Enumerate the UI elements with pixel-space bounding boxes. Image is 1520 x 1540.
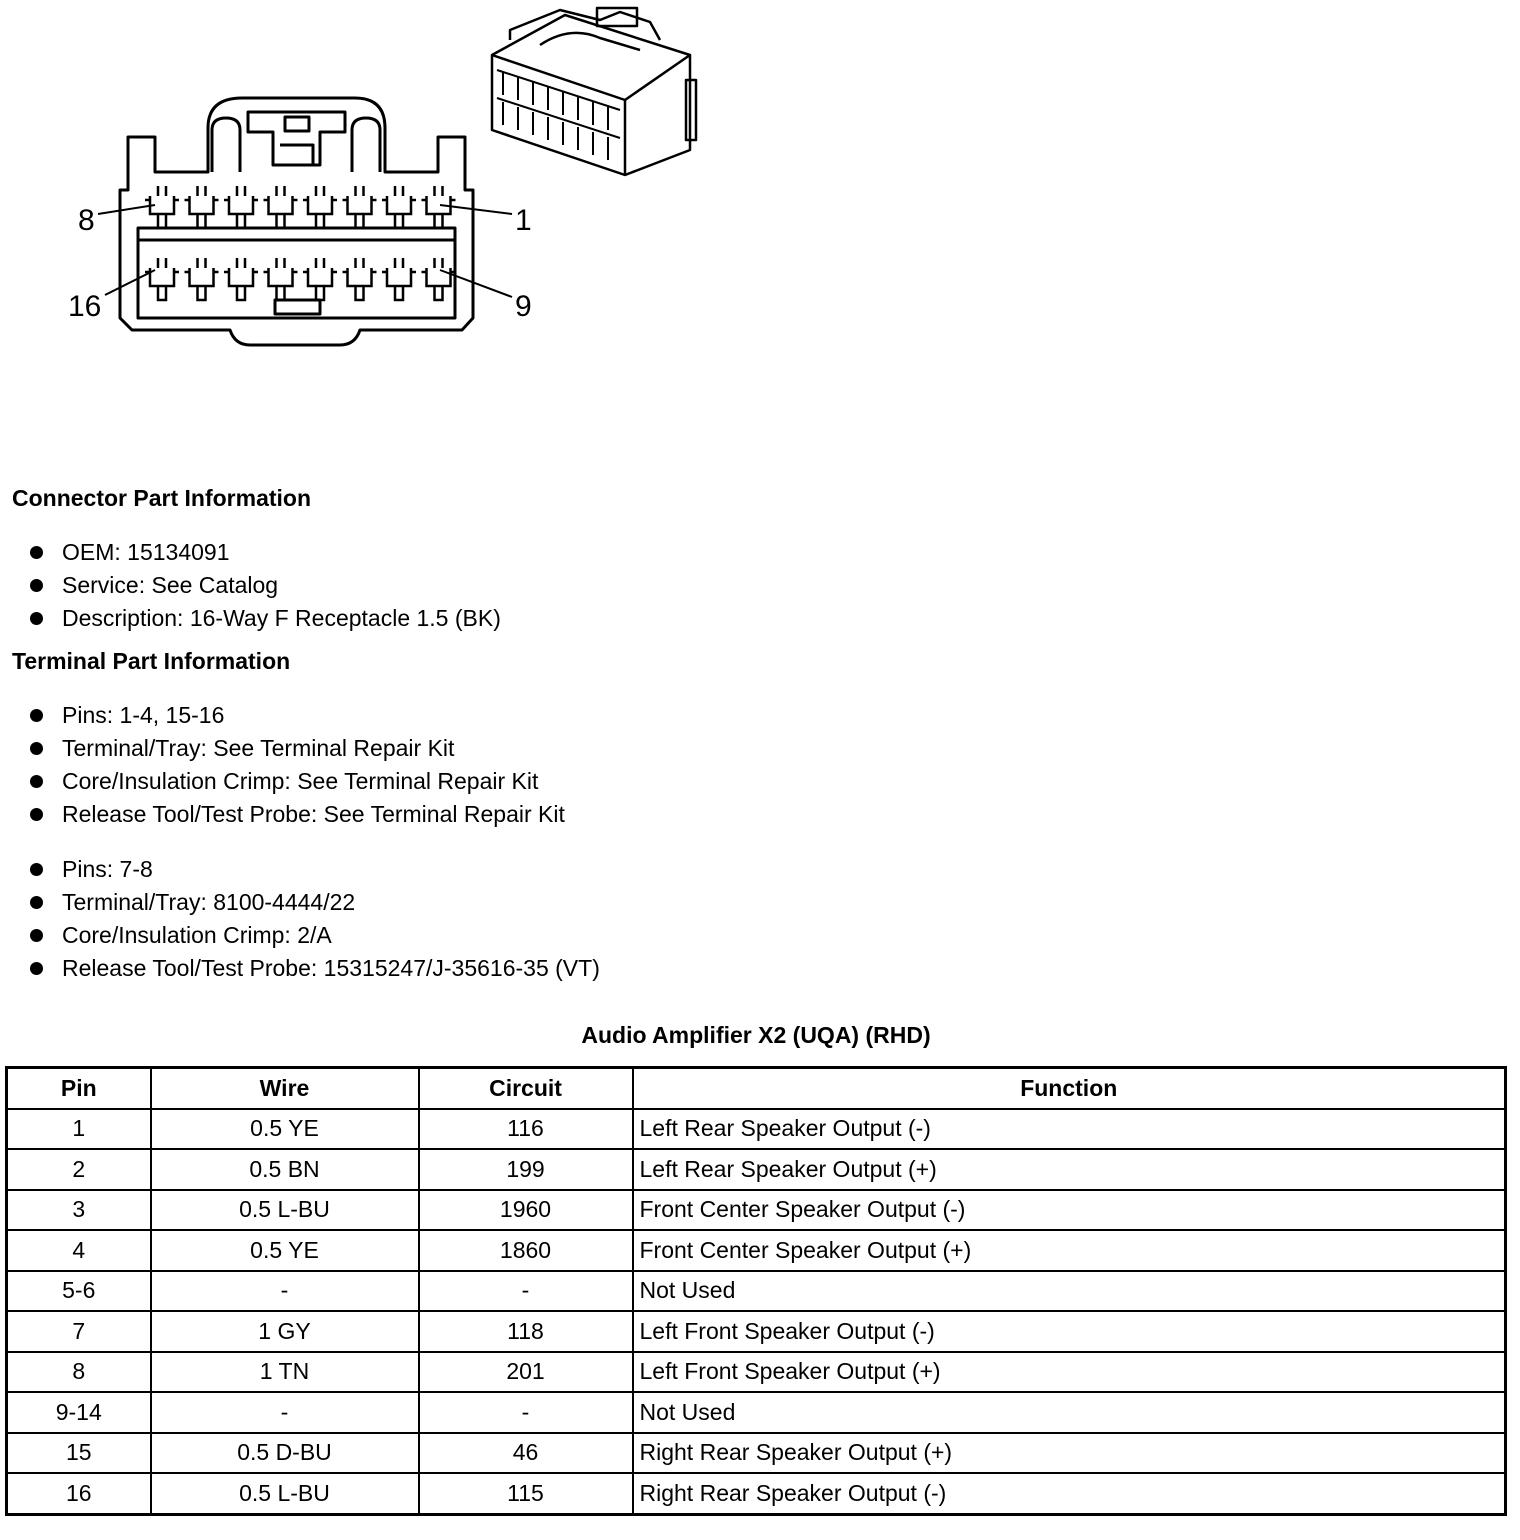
terminal-cavity (343, 186, 377, 228)
cell-wire: 1 GY (151, 1311, 419, 1352)
cell-function: Left Front Speaker Output (-) (633, 1311, 1506, 1352)
pin-label-9: 9 (515, 290, 532, 323)
cell-pin: 15 (7, 1433, 151, 1474)
table-row (7, 1149, 1506, 1190)
pin-label-8: 8 (78, 204, 95, 237)
cell-circuit: 116 (419, 1109, 633, 1150)
table-row (7, 1352, 1506, 1393)
cell-circuit: 115 (419, 1473, 633, 1514)
table-row (7, 1473, 1506, 1514)
list-item: Pins: 7-8 (30, 853, 600, 886)
terminal-cavity (185, 258, 219, 300)
cell-wire: 0.5 L-BU (151, 1190, 419, 1231)
terminal-cavity (264, 186, 298, 228)
cell-pin: 16 (7, 1473, 151, 1514)
list-item: Service: See Catalog (30, 569, 501, 602)
header-circuit: Circuit (419, 1068, 633, 1109)
cell-pin: 3 (7, 1190, 151, 1231)
cell-circuit: 1960 (419, 1190, 633, 1231)
cell-pin: 1 (7, 1109, 151, 1150)
terminal-cavity (382, 258, 416, 300)
cell-circuit: 1860 (419, 1230, 633, 1271)
cell-wire: 0.5 D-BU (151, 1433, 419, 1474)
pinout-table-title: Audio Amplifier X2 (UQA) (RHD) (581, 1022, 931, 1048)
terminal-cavity (422, 258, 456, 300)
terminal-cavity (303, 258, 337, 300)
terminal-part-info-list-1 (30, 699, 565, 831)
terminal-cavity (382, 186, 416, 228)
list-item: Core/Insulation Crimp: 2/A (30, 919, 600, 952)
cell-circuit: 201 (419, 1352, 633, 1393)
table-row (7, 1392, 1506, 1433)
cell-circuit: 46 (419, 1433, 633, 1474)
table-row (7, 1311, 1506, 1352)
table-row (7, 1230, 1506, 1271)
cell-function: Front Center Speaker Output (+) (633, 1230, 1506, 1271)
header-wire: Wire (151, 1068, 419, 1109)
cell-circuit: 118 (419, 1311, 633, 1352)
list-item: Pins: 1-4, 15-16 (30, 699, 565, 732)
table-header-row (7, 1068, 1506, 1109)
list-item: Description: 16-Way F Receptacle 1.5 (BK) (30, 602, 501, 635)
list-item: Release Tool/Test Probe: 15315247/J-35616-35 (VT) (30, 952, 600, 985)
cell-pin: 8 (7, 1352, 151, 1393)
cell-wire: 0.5 L-BU (151, 1473, 419, 1514)
table-row (7, 1190, 1506, 1231)
cell-wire: 0.5 YE (151, 1230, 419, 1271)
header-pin: Pin (7, 1068, 151, 1109)
terminal-cavity (224, 258, 258, 300)
cell-circuit: - (419, 1392, 633, 1433)
connector-3d-view (492, 8, 696, 175)
table-row (7, 1271, 1506, 1312)
list-item: Terminal/Tray: 8100-4444/22 (30, 886, 600, 919)
terminal-part-info-heading: Terminal Part Information (12, 648, 291, 674)
cell-pin: 4 (7, 1230, 151, 1271)
cell-function: Not Used (633, 1271, 1506, 1312)
terminal-cavity (145, 258, 179, 300)
cell-function: Left Rear Speaker Output (+) (633, 1149, 1506, 1190)
cell-pin: 7 (7, 1311, 151, 1352)
cell-circuit: - (419, 1271, 633, 1312)
terminal-cavity (224, 186, 258, 228)
cell-circuit: 199 (419, 1149, 633, 1190)
cell-wire: - (151, 1392, 419, 1433)
pin-label-1: 1 (515, 204, 532, 237)
connector-part-info-heading: Connector Part Information (12, 485, 312, 511)
list-item: Terminal/Tray: See Terminal Repair Kit (30, 732, 565, 765)
cell-pin: 5-6 (7, 1271, 151, 1312)
table-row (7, 1433, 1506, 1474)
table-row (7, 1109, 1506, 1150)
cell-wire: 1 TN (151, 1352, 419, 1393)
connector-part-info-list (30, 536, 501, 635)
cell-function: Not Used (633, 1392, 1506, 1433)
terminal-cavity (145, 186, 179, 228)
cell-wire: - (151, 1271, 419, 1312)
cell-function: Left Front Speaker Output (+) (633, 1352, 1506, 1393)
cell-pin: 9-14 (7, 1392, 151, 1433)
list-item: Core/Insulation Crimp: See Terminal Repair Kit (30, 765, 565, 798)
terminal-part-info-list-2 (30, 853, 600, 985)
cell-function: Right Rear Speaker Output (-) (633, 1473, 1506, 1514)
terminal-cavity (343, 258, 377, 300)
header-function: Function (633, 1068, 1506, 1109)
terminal-cavity (303, 186, 337, 228)
terminal-cavity (185, 186, 219, 228)
cell-wire: 0.5 YE (151, 1109, 419, 1150)
cell-function: Front Center Speaker Output (-) (633, 1190, 1506, 1231)
cell-function: Left Rear Speaker Output (-) (633, 1109, 1506, 1150)
connector-diagram (0, 0, 720, 360)
pinout-table (5, 1066, 1507, 1516)
list-item: Release Tool/Test Probe: See Terminal Repair Kit (30, 798, 565, 831)
list-item: OEM: 15134091 (30, 536, 501, 569)
pin-label-16: 16 (68, 290, 102, 323)
cell-pin: 2 (7, 1149, 151, 1190)
cell-function: Right Rear Speaker Output (+) (633, 1433, 1506, 1474)
terminal-cavity (264, 258, 298, 300)
cell-wire: 0.5 BN (151, 1149, 419, 1190)
